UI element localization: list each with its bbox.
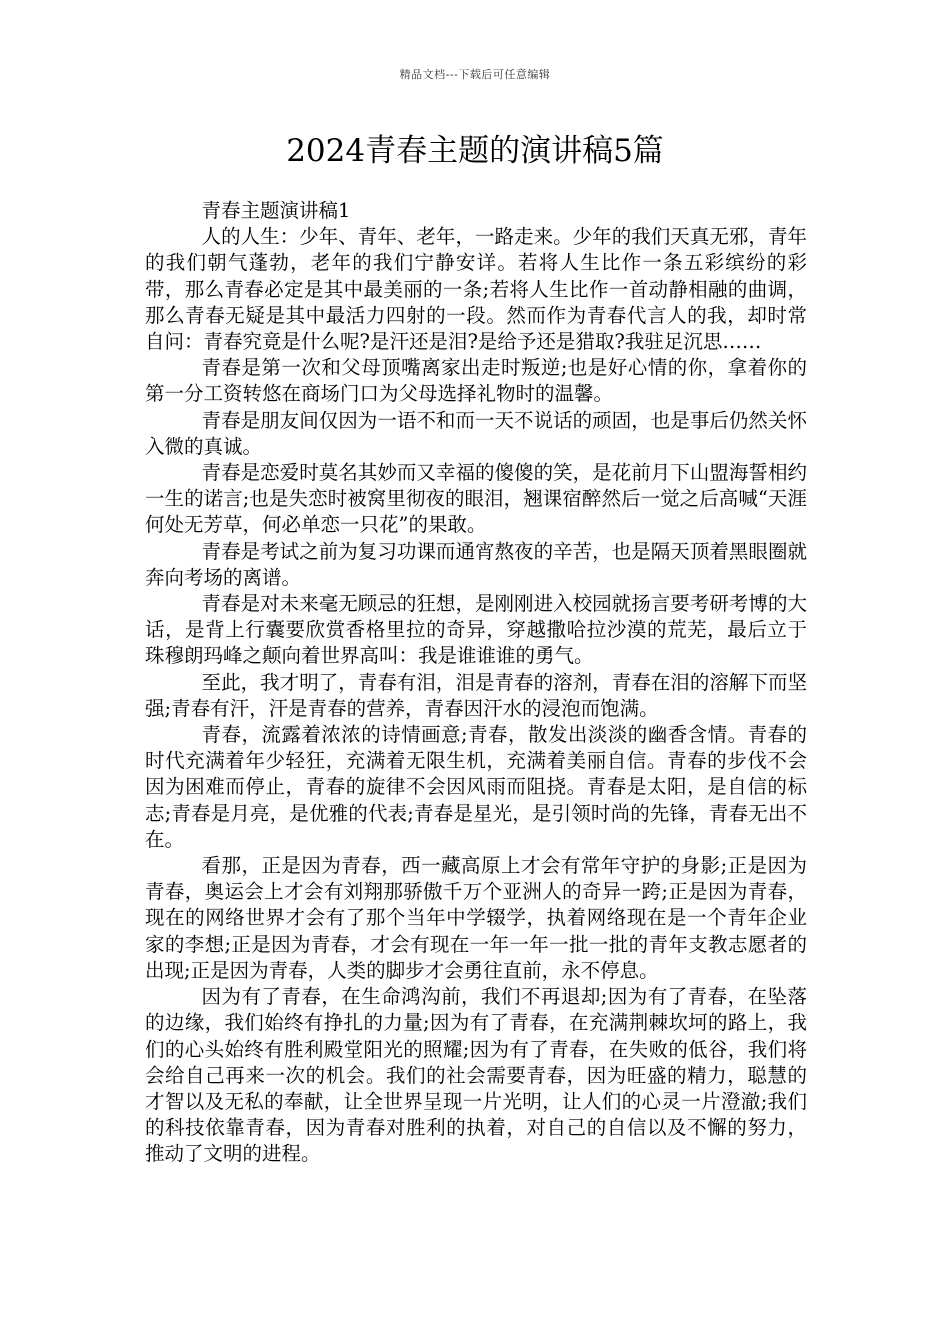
paragraph-5: 青春是考试之前为复习功课而通宵熬夜的辛苦，也是隔天顶着黑眼圈就奔向考场的离谱。 xyxy=(145,539,807,589)
paragraph-3: 青春是朋友间仅因为一语不和而一天不说话的顽固，也是事后仍然关怀入微的真诚。 xyxy=(145,408,807,458)
paragraph-7: 至此，我才明了，青春有泪，泪是青春的溶剂，青春在泪的溶解下而坚强;青春有汗，汗是青春的营养，青春因汗水的浸泡而饱满。 xyxy=(145,670,807,720)
paragraph-6: 青春是对未来毫无顾忌的狂想，是刚刚进入校园就扬言要考研考博的大话，是背上行囊要欣赏香格里拉的奇异，穿越撒哈拉沙漠的荒芜，最后立于珠穆朗玛峰之颠向着世界高叫：我是谁谁谁的勇气。 xyxy=(145,592,807,668)
document-title: 2024青春主题的演讲稿5篇 xyxy=(286,133,664,169)
paragraph-8: 青春，流露着浓浓的诗情画意;青春，散发出淡淡的幽香含情。青春的时代充满着年少轻狂，充满着无限生机，充满着美丽自信。青春的步伐不会因为困难而停止，青春的旋律不会因风雨而阻挠。青春是太阳，是自信的标志;青春是月亮，是优雅的代表;青春是星光，是引领时尚的先锋，青春无出不在。 xyxy=(145,723,807,851)
paragraph-10: 因为有了青春，在生命鸿沟前，我们不再退却;因为有了青春，在坠落的边缘，我们始终有挣扎的力量;因为有了青春，在充满荆棘坎坷的路上，我们的心头始终有胜利殿堂阳光的照耀;因为有了青春，在失败的低谷，我们将会给自己再来一次的机会。我们的社会需要青春，因为旺盛的精力，聪慧的才智以及无私的奉献，让全世界呈现一片光明，让人们的心灵一片澄澈;我们的科技依靠青春，因为青春对胜利的执着，对自己的自信以及不懈的努力，推动了文明的进程。 xyxy=(145,985,807,1166)
paragraph-2: 青春是第一次和父母顶嘴离家出走时叛逆;也是好心情的你，拿着你的第一分工资转悠在商场门口为父母选择礼物时的温馨。 xyxy=(145,356,807,406)
document-body xyxy=(145,198,807,1168)
section-subtitle: 青春主题演讲稿1 xyxy=(201,199,351,222)
page-header: 精品文档---下载后可任意编辑 xyxy=(399,68,551,81)
paragraph-1: 人的人生：少年、青年、老年，一路走来。少年的我们天真无邪，青年的我们朝气蓬勃，老年的我们宁静安详。若将人生比作一条五彩缤纷的彩带，那么青春必定是其中最美丽的一条;若将人生比作一首动静相融的曲调，那么青春无疑是其中最活力四射的一段。然而作为青春代言人的我，却时常自问：青春究竟是什么呢?是汗还是泪?是给予还是猎取?我驻足沉思…… xyxy=(145,225,807,354)
paragraph-9: 看那，正是因为青春，西一藏高原上才会有常年守护的身影;正是因为青春，奥运会上才会有刘翔那骄傲千万个亚洲人的奇异一跨;正是因为青春，现在的网络世界才会有了那个当年中学辍学，执着网络现在是一个青年企业家的李想;正是因为青春，才会有现在一年一年一批一批的青年支教志愿者的出现;正是因为青春，人类的脚步才会勇往直前，永不停息。 xyxy=(145,854,807,982)
paragraph-4: 青春是恋爱时莫名其妙而又幸福的傻傻的笑，是花前月下山盟海誓相约一生的诺言;也是失恋时被窝里彻夜的眼泪，翘课宿醉然后一觉之后高喊“天涯何处无芳草，何必单恋一只花”的果敢。 xyxy=(145,461,807,537)
